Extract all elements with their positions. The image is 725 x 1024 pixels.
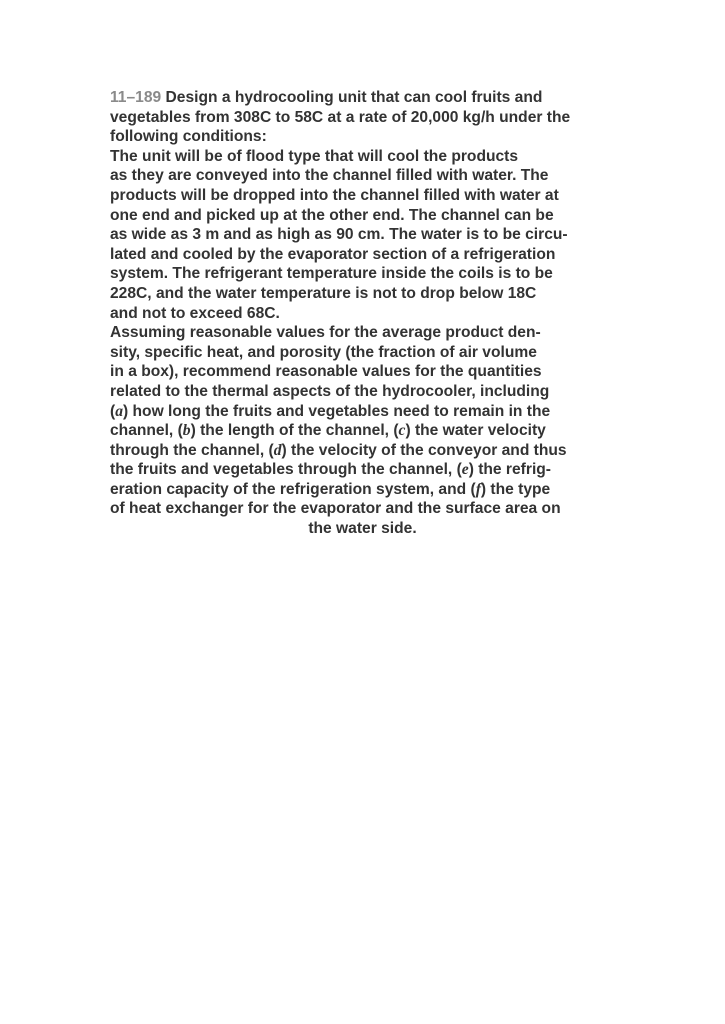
line-text: channel, ( — [110, 422, 183, 440]
text-line — [110, 460, 630, 480]
text-line: related to the thermal aspects of the hydrocooler, including — [110, 382, 550, 400]
problem-text — [110, 88, 630, 539]
text-line: following conditions: — [110, 128, 267, 146]
text-line — [110, 88, 630, 108]
problem-number: 11–189 — [110, 89, 162, 106]
text-line: as they are conveyed into the channel filled with water. The — [110, 167, 549, 185]
text-line: vegetables from 308C to 58C at a rate of 20,000 kg/h under the — [110, 108, 571, 126]
part-letter-c: c — [398, 422, 406, 440]
line-text: ) how long the fruits and vegetables need to remain in the — [123, 402, 551, 420]
line-text: Design a hydrocooling unit that can cool fruits and — [165, 89, 543, 106]
line-text: ) the type — [480, 480, 551, 498]
text-line: system. The refrigerant temperature inside the coils is to be — [110, 265, 553, 283]
line-text: eration capacity of the refrigeration system, and ( — [110, 480, 476, 498]
text-line: lated and cooled by the evaporator section of a refrigeration — [110, 245, 556, 263]
text-line — [110, 441, 630, 461]
text-line: one end and picked up at the other end. The channel can be — [110, 206, 554, 224]
line-text: through the channel, ( — [110, 441, 274, 459]
line-text: ) the water velocity — [405, 422, 546, 440]
paren: ( — [110, 402, 116, 420]
text-line — [110, 421, 630, 441]
text-line: The unit will be of flood type that will cool the products — [110, 147, 519, 165]
line-text: the fruits and vegetables through the channel, ( — [110, 461, 462, 479]
line-text: ) the length of the channel, ( — [190, 422, 399, 440]
text-line: as wide as 3 m and as high as 90 cm. The water is to be circu- — [110, 226, 568, 244]
part-letter-e: e — [461, 461, 469, 479]
part-letter-a: a — [115, 402, 123, 420]
text-line: products will be dropped into the channel filled with water at — [110, 186, 559, 204]
line-text: ) the refrig- — [468, 461, 551, 479]
text-line-centered: the water side. — [308, 520, 417, 538]
text-line: and not to exceed 68C. — [110, 304, 280, 322]
part-letter-b: b — [182, 422, 191, 440]
part-letter-d: d — [273, 441, 282, 459]
text-line: in a box), recommend reasonable values for the quantities — [110, 363, 542, 381]
text-line: of heat exchanger for the evaporator and the surface area on — [110, 500, 561, 518]
text-line: 228C, and the water temperature is not to drop below 18C — [110, 284, 537, 302]
text-line — [110, 402, 630, 422]
text-line — [110, 480, 630, 500]
text-line: Assuming reasonable values for the average product den- — [110, 324, 541, 342]
part-letter-f: f — [475, 480, 481, 498]
line-text: ) the velocity of the conveyor and thus — [281, 441, 567, 459]
text-line: sity, specific heat, and porosity (the fraction of air volume — [110, 343, 537, 361]
